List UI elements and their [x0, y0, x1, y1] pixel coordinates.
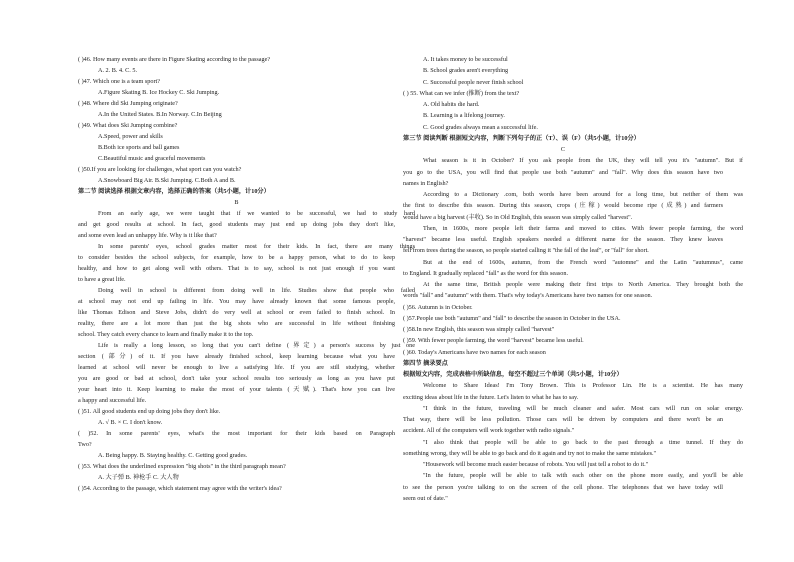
text-line: ( )60. Today's Americans have two names for each season: [403, 348, 546, 356]
text-line: "harvest" became less useful. English speakers needed a different name for the season. They knew leaves: [403, 236, 723, 243]
text-line: would have a big harvest (丰收). So in Old English, this season was simply called "harvest".: [403, 213, 633, 221]
text-line: ( )52. In some parents' eyes, what's the most important for their kids based on Paragraph: [78, 430, 395, 437]
text-line: Life is really a long lesson, so long that you can't define (界定) a person's success by just one: [98, 342, 415, 349]
text-line: A. Being happy. B. Staying healthy. C. Getting good grades.: [98, 452, 248, 459]
text-line: "In the future, people will be able to talk with each other on the phone more easily, and you'll be able: [423, 472, 743, 480]
text-line: section (部分) of it. If you have already finished school, keep learning because what you have: [78, 353, 395, 360]
text-line: Welcome to Share Ideas! I'm Tony Brown. This is Professor Lin. He is a scientist. He has many: [423, 382, 743, 390]
text-line: ( )49. What does Ski Jumping combine?: [78, 122, 178, 129]
text-line: Doing well in school is different from doing well in life. Studies show that people who failed: [98, 287, 415, 294]
text-line: A.Snowboard Big Air. B.Ski Jumping. C.Both A and B.: [98, 177, 236, 184]
text-line: 第三节 阅读判断 根据短文内容，判断下列句子的正（T）、误（F）（共5小题，计10分）: [403, 134, 640, 142]
text-line: According to a Dictionary .com, both words have been around for a long time, but neither of them was: [423, 191, 743, 198]
text-line: ( )46. How many events are there in Figure Skating according to the passage?: [78, 56, 271, 63]
text-line: you are good or bad at school, don't take your school results too seriously as long as you have put: [78, 375, 395, 382]
text-line: reality, there are a lot more than just the big shots who are successful in life without finishing: [78, 320, 395, 327]
text-line: A. 大子弹 B. 神枪手 C. 大人物: [98, 474, 179, 481]
text-line: your heart into it. Keep learning to make the most of your talents (天赋). That's how you can live: [78, 386, 395, 393]
text-line: 根据短文内容，完成表格中所缺信息，每空不超过三个单词（共5小题，计10分）: [403, 371, 623, 378]
text-line: In some parents' eyes, school grades matter most for their kids. In fact, there are many things: [98, 243, 415, 250]
text-line: ( )53. What does the underlined expression "big shots" in the third paragraph mean?: [78, 463, 286, 470]
text-line: words "fall" and "autumn" with them. That's why today's Americans have two names for one season.: [403, 292, 653, 300]
text-line: A.Figure Skating B. Ice Hockey C. Ski Jumping.: [98, 89, 220, 96]
text-line: ( )54. According to the passage, which statement may agree with the writer's idea?: [78, 485, 282, 492]
text-line: B: [234, 199, 239, 206]
text-line: Two?: [78, 441, 92, 448]
text-line: and some even lead an unhappy life. Why is it like that?: [78, 232, 217, 239]
text-line: 第二节 阅读选择 根据文章内容，选择正确的答案（共5小题，计10分）: [78, 188, 270, 195]
text-line: What season is it in October? If you ask people from the UK, they will tell you it's "autumn". But if: [423, 157, 743, 165]
text-line: exciting ideas about life in the future. Let's listen to what he has to say.: [403, 393, 579, 401]
text-line: to have a great life.: [78, 276, 126, 283]
text-line: ( )58.In new English, this season was simply called "harvest": [403, 326, 555, 333]
text-line: something wrong, they will be able to go back and do it again and try not to make the same mistakes.": [403, 449, 657, 457]
text-line: ( )56. Autumn is in October.: [403, 303, 473, 311]
text-line: A.Speed, power and skills: [98, 133, 163, 140]
text-line: to England. It gradually replaced "fall" as the word for this season.: [403, 269, 569, 277]
text-line: ( )48. Where did Ski Jumping originate?: [78, 100, 178, 107]
text-line: 第四节 摘录要点: [403, 359, 448, 367]
text-line: to consider besides the school subjects, for example, how to be a happy person, what to do to keep: [78, 254, 395, 261]
text-line: At the same time, British people were making their first trips to North America. They brought both the: [423, 281, 743, 288]
text-line: Then, in 1600s, more people left their farms and moved to cities. With fewer people farming, the word: [423, 224, 743, 232]
text-line: "Housework will become much easier because of robots. You will just tell a robot to do it.": [423, 461, 649, 468]
text-line: ( )50.If you are looking for challenges, what sport can you watch?: [78, 166, 242, 173]
text-line: C. Good grades always mean a successful life.: [423, 123, 538, 131]
text-line: "I also think that people will be able to go back to the past through a time tunnel. If they do: [423, 438, 743, 446]
text-line: like Thomas Edison and Steve Jobs, didn't do very well at school or even failed to finish school. In: [78, 309, 395, 316]
text-line: ( )59. With fewer people farming, the word "harvest" became less useful.: [403, 337, 584, 345]
text-line: the first to describe this season. During this season, crops (庄稼) would become ripe (成熟) and farmers: [403, 202, 723, 210]
text-line: C: [560, 146, 566, 153]
text-line: A.In the United States. B.In Norway. C.In Beijing: [98, 111, 222, 118]
text-line: C.Beautiful music and graceful movements: [98, 155, 206, 162]
text-line: ( )47. Which one is a team sport?: [78, 78, 161, 85]
text-line: ( ) 55. What can we infer (推断) from the text?: [403, 89, 520, 97]
text-line: B. Learning is a lifelong journey.: [423, 112, 505, 120]
text-line: you go to the USA, you will find that people use both "autumn" and "fall". Why does this season have two: [403, 168, 723, 176]
text-line: B. School grades aren't everything: [423, 67, 509, 75]
text-line: to see the person you're talking to on the screen of the cell phone. The telephones that we have today will: [403, 483, 723, 491]
text-line: A. √ B. × C. I don't know.: [98, 419, 163, 426]
text-line: and get good results at school. In fact, good students may just end up doing jobs they don't like,: [78, 221, 395, 228]
text-line: fell from trees during the season, so people started calling it "the fall of the leaf", or "fall" for short.: [403, 247, 649, 255]
text-line: "I think in the future, traveling will be much cleaner and safer. Most cars will run on solar energy.: [423, 404, 743, 412]
text-line: That way, there will be less pollution. Those cars will be driven by computers and there won't be an: [403, 416, 723, 423]
text-line: From an early age, we were taught that if we wanted to be successful, we had to study hard: [98, 210, 415, 217]
text-line: healthy, and how to get along well with others. That is to say, school is not just enough if you want: [78, 265, 395, 272]
text-line: ( )57.People use both "autumn" and "fall" to describe the season in October in the USA.: [403, 314, 621, 322]
text-line: A. Old habits die hard.: [423, 101, 480, 108]
text-line: But at the end of 1600s, autumn, from the French word "automne" and the Latin "autumnus", came: [423, 258, 743, 266]
text-line: ( )51. All good students end up doing jobs they don't like.: [78, 408, 221, 415]
text-line: B.Both ice sports and ball games: [98, 144, 180, 151]
text-line: at school may not end up failing in life. You may have already known that some famous people,: [78, 298, 395, 305]
text-line: accident. All of the computers will work together with radio signals.": [403, 427, 575, 435]
text-line: a happy and successful life.: [78, 397, 147, 404]
text-line: A. 2. B. 4. C. 5.: [98, 67, 138, 74]
text-line: C. Successful people never finish school: [423, 78, 524, 86]
text-line: learned at school will never be enough to live a satisfying life. If you are still studying, whether: [78, 364, 395, 371]
text-line: names in English?: [403, 179, 449, 187]
text-line: school. They catch every chance to learn and finally make it to the top.: [78, 331, 254, 338]
text-line: A. It takes money to be successful: [423, 56, 508, 63]
text-line: seem out of date.": [403, 494, 448, 502]
